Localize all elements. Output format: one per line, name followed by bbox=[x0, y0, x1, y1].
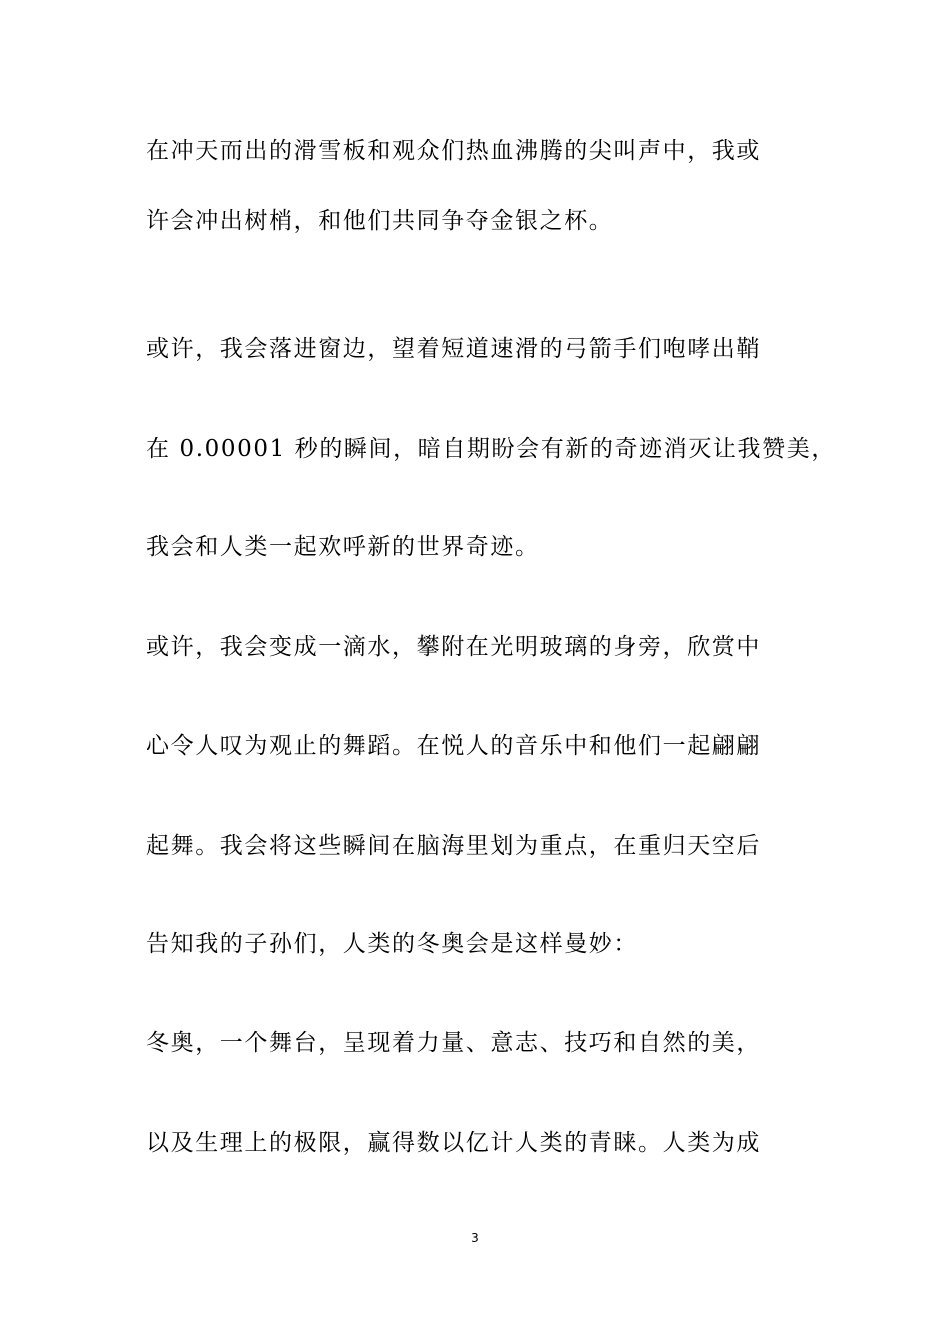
page-number: 3 bbox=[471, 1231, 479, 1245]
text-line-8: 起舞。我会将这些瞬间在脑海里划为重点，在重归天空后 bbox=[146, 833, 761, 859]
text-line-5: 我会和人类一起欢呼新的世界奇迹。 bbox=[146, 534, 540, 560]
text-line-9: 告知我的子孙们，人类的冬奥会是这样曼妙： bbox=[146, 931, 638, 957]
text-line-3: 或许，我会落进窗边，望着短道速滑的弓箭手们咆哮出鞘 bbox=[146, 336, 761, 362]
text-line-7: 心令人叹为观止的舞蹈。在悦人的音乐中和他们一起翩翩 bbox=[146, 733, 761, 759]
text-line-6: 或许，我会变成一滴水，攀附在光明玻璃的身旁，欣赏中 bbox=[146, 634, 761, 660]
text-line-2: 许会冲出树梢，和他们共同争夺金银之杯。 bbox=[146, 208, 614, 234]
text-line-11: 以及生理上的极限，赢得数以亿计人类的青睐。人类为成 bbox=[146, 1130, 761, 1156]
text-line-10: 冬奥，一个舞台，呈现着力量、意志、技巧和自然的美， bbox=[146, 1030, 761, 1056]
text-line-4: 在 0.00001 秒的瞬间，暗自期盼会有新的奇迹消灭让我赞美， bbox=[146, 436, 836, 462]
text-line-1: 在冲天而出的滑雪板和观众们热血沸腾的尖叫声中，我或 bbox=[146, 138, 761, 164]
